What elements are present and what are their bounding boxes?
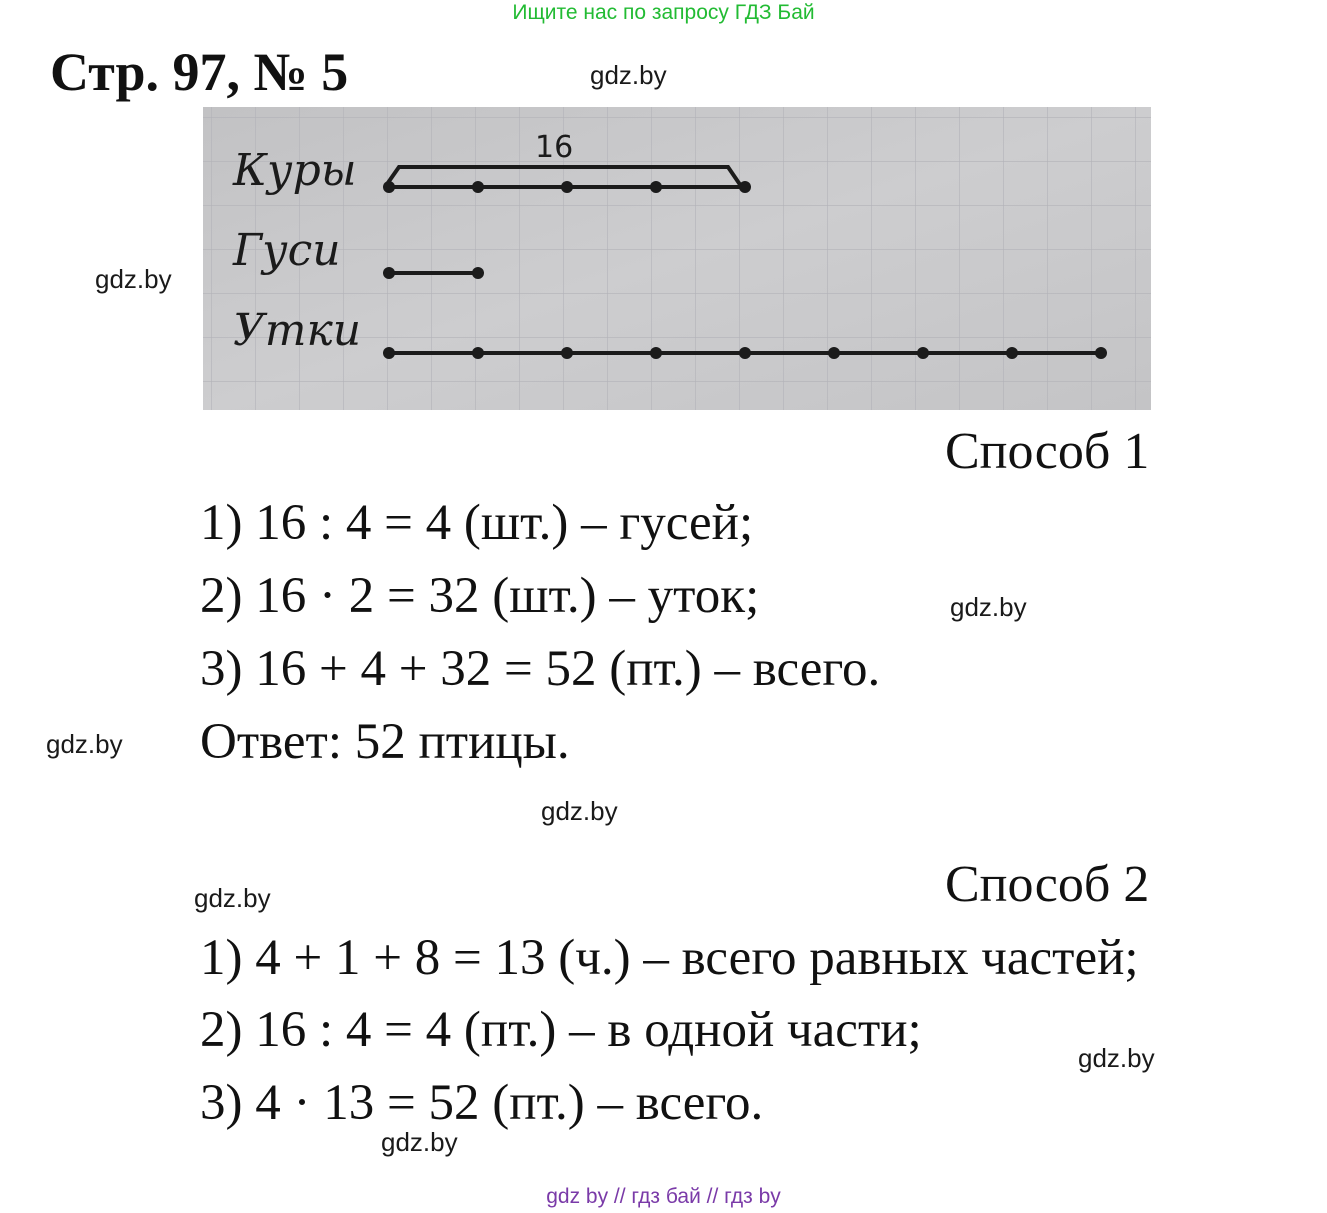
method2-line-2: 2) 16 : 4 = 4 (пт.) – в одной части; [200, 1002, 922, 1058]
footer-links[interactable]: gdz by // гдз бай // гдз by [546, 1185, 781, 1208]
segment-dot [383, 347, 395, 359]
method2-line-3: 3) 4 · 13 = 52 (пт.) – всего. [200, 1075, 764, 1131]
segment-diagram [203, 107, 1151, 410]
watermark: gdz.by [950, 592, 1027, 622]
label-utki: Утки [233, 305, 362, 356]
segment-dot [472, 347, 484, 359]
diagram-photo [203, 107, 1151, 410]
segment-dot [561, 181, 573, 193]
method2-heading: Способ 2 [945, 856, 1150, 913]
segment-dot [917, 347, 929, 359]
watermark: gdz.by [1078, 1043, 1155, 1073]
segment-dot [561, 347, 573, 359]
segment-dot [472, 181, 484, 193]
segment-dot [383, 181, 395, 193]
label-kury: Куры [233, 145, 357, 196]
brace-value: 16 [535, 130, 574, 165]
watermark: gdz.by [95, 264, 172, 294]
top-banner[interactable]: Ищите нас по запросу ГДЗ Бай [512, 1, 815, 24]
segment-dot [828, 347, 840, 359]
watermark: gdz.by [381, 1127, 458, 1157]
watermark: gdz.by [194, 883, 271, 913]
label-gusi: Гуси [233, 225, 341, 276]
watermark: gdz.by [541, 796, 618, 826]
segment-dot [1095, 347, 1107, 359]
method1-line-3: 3) 16 + 4 + 32 = 52 (пт.) – всего. [200, 641, 881, 697]
page-title: Стр. 97, № 5 [50, 42, 349, 102]
method1-line-1: 1) 16 : 4 = 4 (шт.) – гусей; [200, 495, 754, 551]
segment-dot [650, 347, 662, 359]
method1-line-2: 2) 16 · 2 = 32 (шт.) – уток; [200, 568, 760, 624]
segment-dot [650, 181, 662, 193]
method2-line-1: 1) 4 + 1 + 8 = 13 (ч.) – всего равных частей; [200, 930, 1139, 986]
method1-heading: Способ 1 [945, 423, 1150, 480]
watermark: gdz.by [590, 60, 667, 90]
method1-answer: Ответ: 52 птицы. [200, 714, 570, 770]
segment-dot [383, 267, 395, 279]
watermark: gdz.by [46, 729, 123, 759]
segment-dot [739, 181, 751, 193]
segment-dot [739, 347, 751, 359]
segment-dot [1006, 347, 1018, 359]
segment-dot [472, 267, 484, 279]
